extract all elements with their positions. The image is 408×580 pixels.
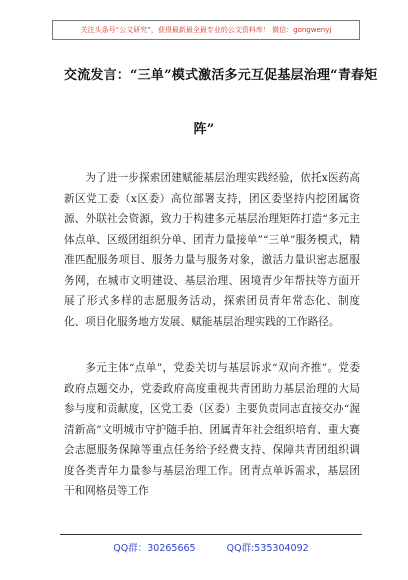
paragraph-intro: 为了进一步探索团建赋能基层治理实践经验，依托x医药高新区党工委（x区委）高位部署支持，团区委坚持内挖团属资源、外联社会资源，致力于构建多元基层治理矩阵打造“多元主体点单、区级团组织分单、团青力量接单”“三单”服务模式，精准匹配服务项目、服务力量与服务对象，激活力量识密志愿服务网，在城市文明建设、基层治理、困境青少年帮扶等方面开展了形式多样的志愿服务活动，探索团员青年常态化、制度化、项目化服务地方发展、赋能基层治理实践的工作路径。 bbox=[64, 172, 360, 328]
footer-contact bbox=[60, 540, 362, 554]
footer-qq-group-2: QQ群:535304092 bbox=[226, 543, 309, 554]
document-title: 交流发言：“三单”模式激活多元互促基层治理“青春矩 bbox=[64, 68, 378, 83]
document-body bbox=[64, 168, 360, 340]
document-body-continued bbox=[64, 358, 360, 510]
document-title-continued: 阵” bbox=[193, 122, 215, 137]
footer-divider bbox=[60, 534, 362, 535]
footer-qq-group-1: QQ群：30265665 bbox=[113, 543, 196, 554]
paragraph-point-order: 多元主体“点单”，党委关切与基层诉求“双向齐推”。党委政府点题交办，党委政府高度重视共青团助力基层治理的大局参与度和贡献度，区党工委（区委）主要负责同志直接交办“渥清新高”文明城市守护随手拍、团属青年社会组织培育、重大赛会志愿服务保障等重点任务给予经费支持、保障共青团组织调度各类青年力量参与基层治理工作。团青点单诉需求，基层团干和网格员等工作 bbox=[64, 362, 360, 497]
header-banner: 关注头条号“公文研究”，获得最新最全最专业的公文资料库！ 微信：gongwenyj bbox=[52, 20, 360, 40]
